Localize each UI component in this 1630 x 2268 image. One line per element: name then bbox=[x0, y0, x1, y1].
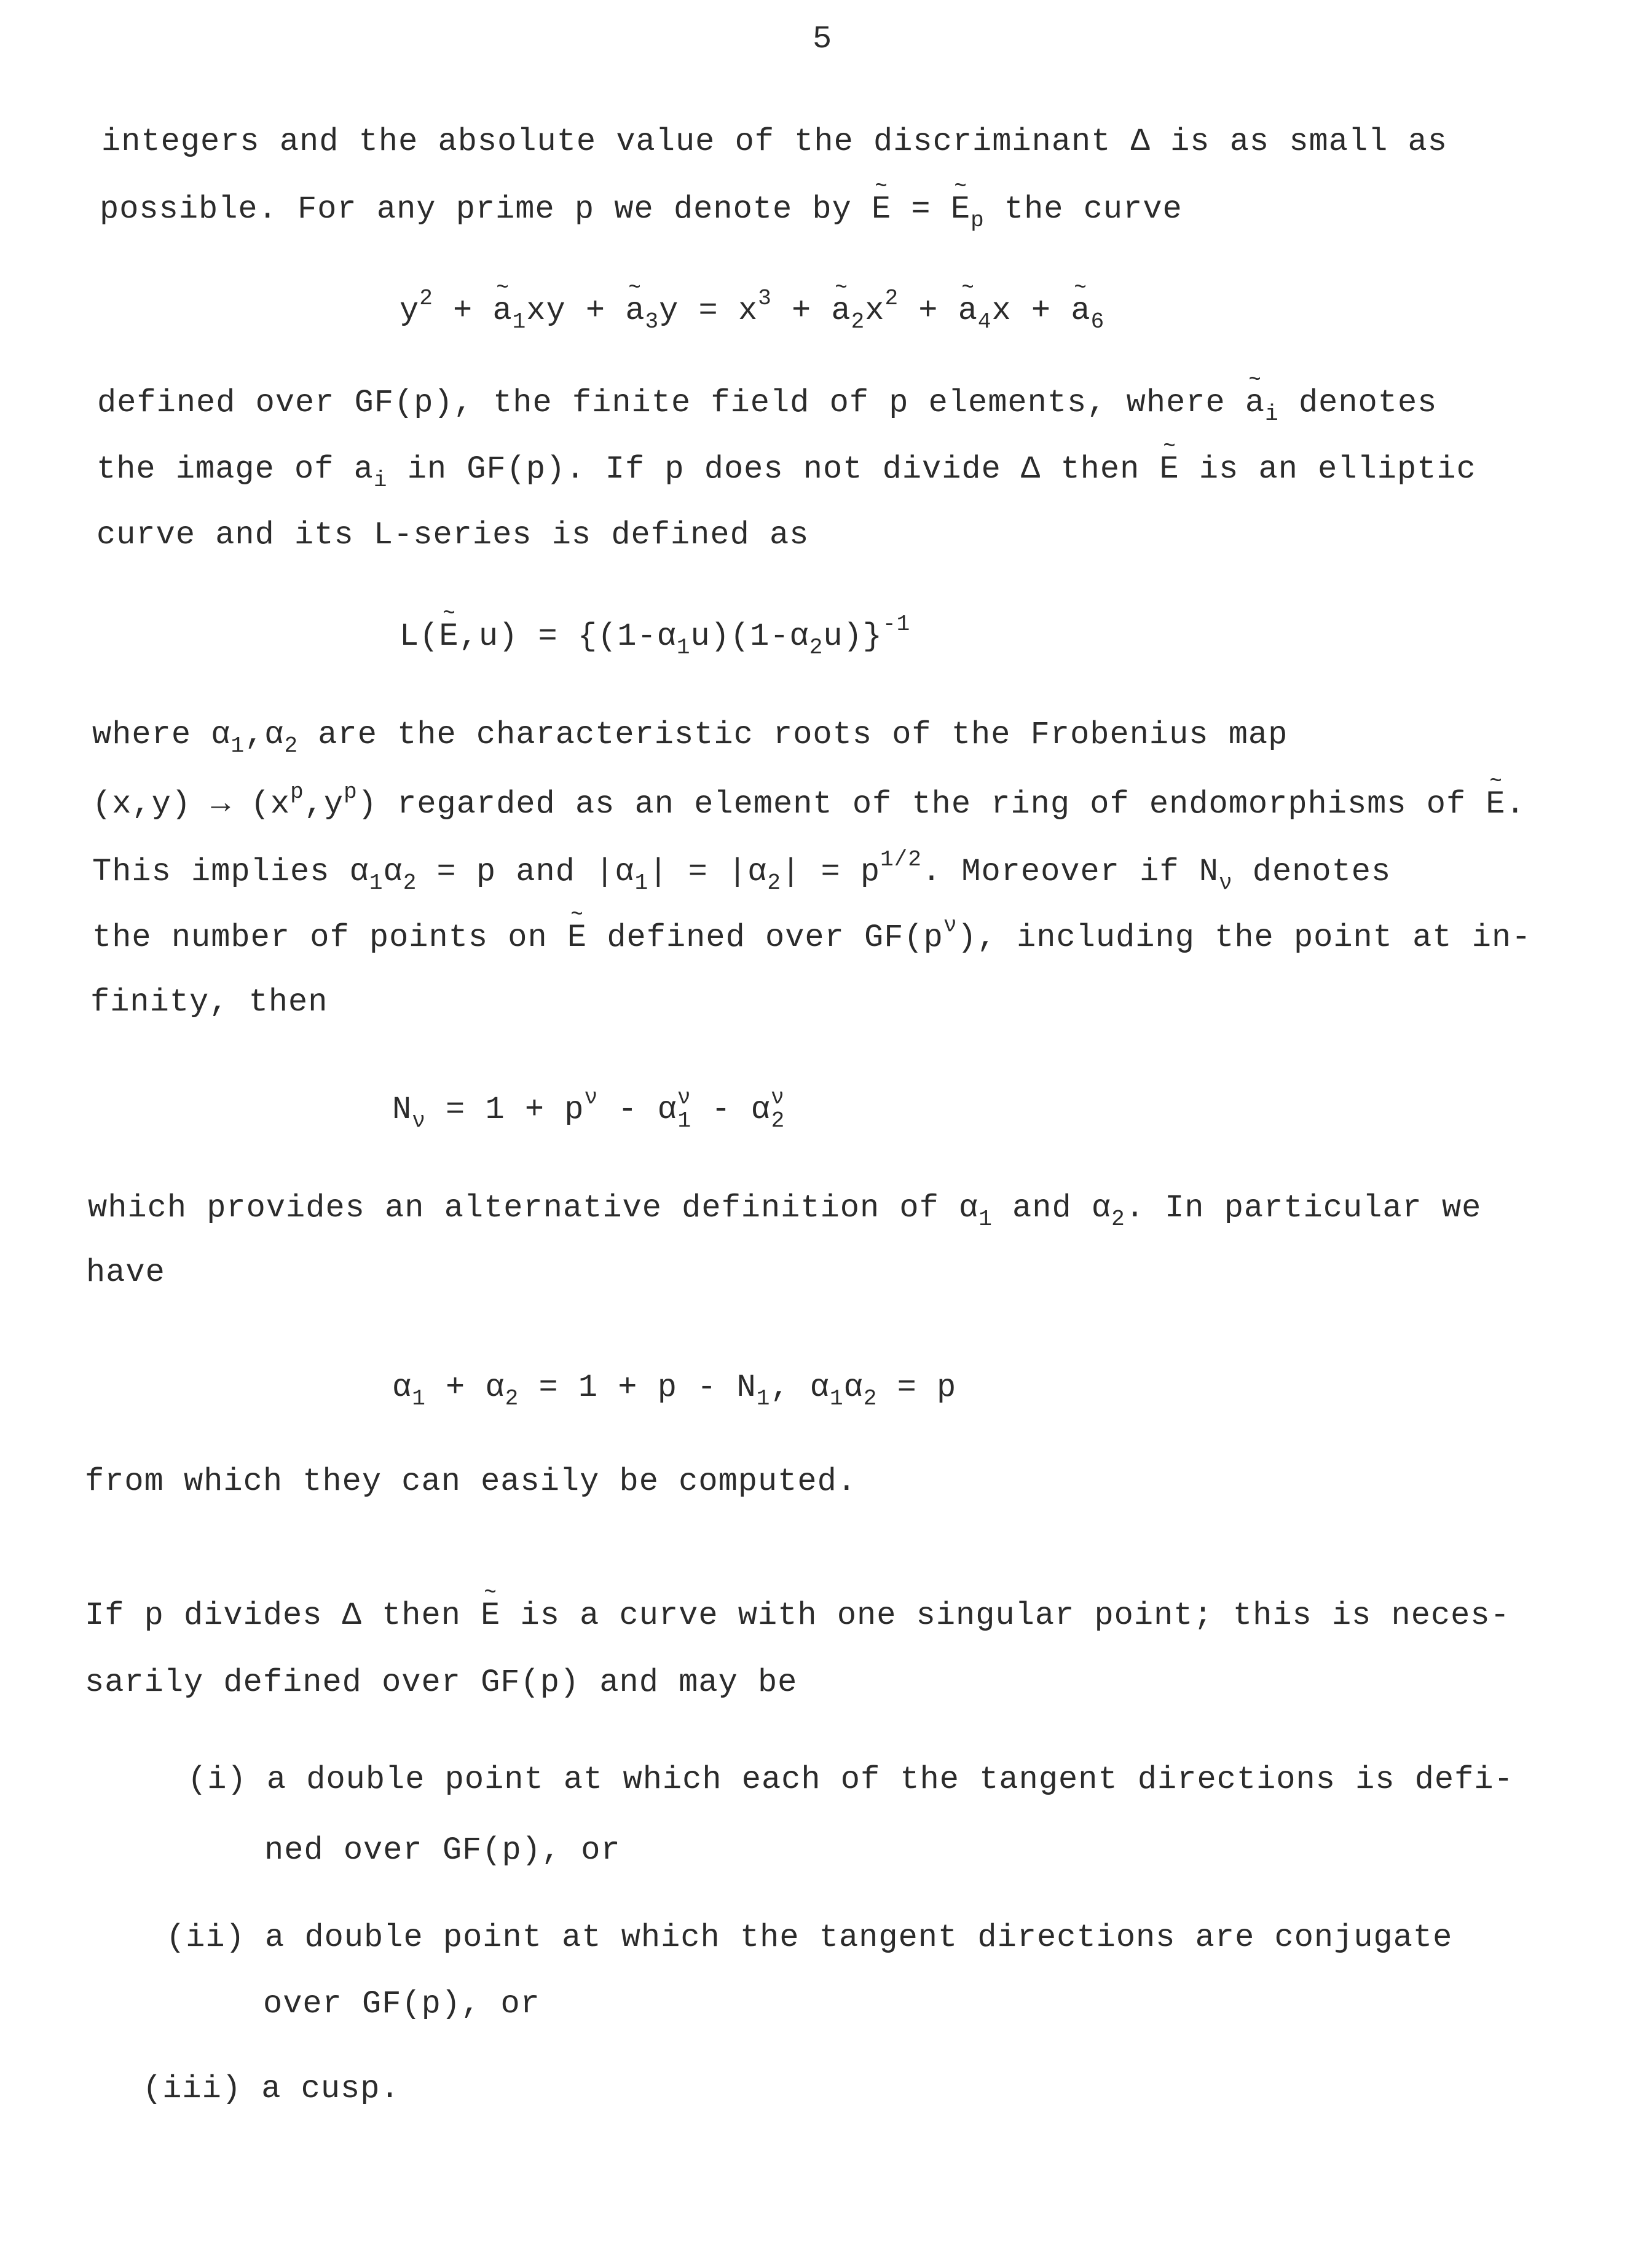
text-span: the image of a bbox=[96, 451, 374, 487]
e-tilde: ~ E bbox=[439, 621, 459, 653]
superscript: 3 bbox=[758, 286, 772, 311]
subscript: ν bbox=[1218, 870, 1233, 896]
delta-symbol: Δ bbox=[1130, 124, 1151, 160]
subscript: 2 bbox=[863, 1386, 878, 1411]
superscript: ν bbox=[770, 1085, 785, 1110]
list-label: (i) bbox=[187, 1762, 247, 1798]
text-span: = bbox=[891, 191, 951, 227]
equation-weierstrass bbox=[400, 286, 1105, 334]
text-span: the number of points on bbox=[92, 919, 567, 956]
eq-term: y bbox=[400, 293, 420, 329]
e-tilde: ~ E bbox=[1486, 789, 1505, 821]
equation-l-series bbox=[400, 612, 911, 660]
eq-term: = 1 + p bbox=[425, 1092, 585, 1128]
text-span: integers and the absolute value of the discriminant bbox=[101, 124, 1131, 160]
subscript: 2 bbox=[767, 870, 782, 896]
eq-term: u)(1-α bbox=[690, 618, 809, 655]
text-span: a double point at which the tangent directions are conjugate bbox=[245, 1920, 1453, 1956]
subscript: 1 bbox=[676, 635, 691, 660]
text-span: denotes bbox=[1232, 854, 1392, 890]
eq-term: N bbox=[392, 1092, 412, 1128]
text-span: is an elliptic bbox=[1179, 451, 1476, 487]
text-span: α bbox=[383, 854, 403, 890]
text-span: and α bbox=[992, 1190, 1112, 1226]
text-span: the curve bbox=[984, 191, 1183, 227]
eq-term: x bbox=[865, 293, 885, 329]
superscript: ν bbox=[943, 913, 958, 938]
equation-trace-norm bbox=[392, 1369, 957, 1411]
subscript: p bbox=[971, 208, 985, 233]
superscript: 1/2 bbox=[880, 847, 922, 872]
text-span: a double point at which each of the tangent directions is defi- bbox=[246, 1762, 1514, 1798]
text-span: ,α bbox=[245, 717, 285, 753]
e-tilde: ~ E bbox=[951, 194, 971, 226]
a-tilde: ~ a bbox=[1245, 387, 1265, 419]
superscript: 2 bbox=[419, 286, 433, 311]
text-span: (x,y) → (x bbox=[92, 786, 291, 822]
subscript: 2 bbox=[1111, 1207, 1125, 1232]
eq-term: y = x bbox=[659, 293, 758, 329]
eq-term: , α bbox=[770, 1369, 830, 1406]
e-tilde: ~ E bbox=[481, 1600, 500, 1632]
paragraph-3-line-4 bbox=[92, 913, 1532, 956]
paragraph-1-line-2 bbox=[100, 191, 1183, 233]
text-span: is a curve with one singular point; this is neces- bbox=[500, 1597, 1510, 1634]
eq-term: α bbox=[843, 1369, 864, 1406]
text-span: = p and |α bbox=[417, 854, 635, 890]
subscript: 4 bbox=[977, 309, 992, 334]
text-span: . In particular we bbox=[1125, 1190, 1482, 1226]
text-span: a cusp. bbox=[242, 2071, 400, 2107]
a-tilde: ~ a bbox=[958, 295, 978, 327]
paragraph-5-line-1: from which they can easily be computed. bbox=[85, 1463, 857, 1500]
text-span: defined over GF(p), the finite field of p elements, where bbox=[97, 385, 1245, 421]
paragraph-3-line-5: finity, then bbox=[90, 984, 328, 1020]
subscript: 1 bbox=[634, 870, 649, 896]
subscript: i bbox=[1265, 401, 1279, 427]
superscript: -1 bbox=[882, 612, 911, 637]
text-span: If p divides Δ then bbox=[85, 1597, 481, 1634]
subscript: 3 bbox=[645, 309, 659, 334]
text-span: defined over GF(p bbox=[587, 919, 943, 956]
text-span: are the characteristic roots of the Frobenius map bbox=[298, 717, 1288, 753]
eq-term: α bbox=[392, 1369, 412, 1406]
paragraph-4-line-2: have bbox=[86, 1254, 165, 1291]
text-span: ,y bbox=[304, 786, 344, 822]
paragraph-3-line-1 bbox=[92, 717, 1288, 758]
subscript: 1 bbox=[829, 1386, 844, 1411]
text-span: which provides an alternative definition of α bbox=[88, 1190, 979, 1226]
eq-term: xy + bbox=[526, 293, 626, 329]
eq-term: x + bbox=[991, 293, 1071, 329]
equation-point-count bbox=[392, 1085, 785, 1133]
eq-term: u)} bbox=[823, 618, 883, 655]
a-tilde: ~ a bbox=[625, 295, 645, 327]
paragraph-1-line-1 bbox=[101, 126, 1447, 158]
paragraph-6-line-1 bbox=[85, 1597, 1510, 1634]
eq-term: + bbox=[899, 293, 958, 329]
list-item-iii-line-1 bbox=[143, 2073, 400, 2105]
a-tilde: ~ a bbox=[1071, 295, 1090, 327]
text-span: ) regarded as an element of the ring of endomorphisms of bbox=[357, 786, 1486, 822]
subscript: 1 bbox=[756, 1386, 771, 1411]
e-tilde: ~ E bbox=[1159, 454, 1179, 486]
subscript: 2 bbox=[771, 1108, 785, 1133]
list-item-ii-line-1 bbox=[166, 1922, 1452, 1954]
subscript: 1 bbox=[412, 1386, 426, 1411]
list-item-i-line-1 bbox=[187, 1764, 1514, 1796]
list-item-ii-line-2: over GF(p), or bbox=[263, 1986, 540, 2022]
list-label: (iii) bbox=[143, 2071, 242, 2107]
list-item-i-line-2: ned over GF(p), or bbox=[264, 1832, 621, 1868]
eq-term: = 1 + p - N bbox=[519, 1369, 757, 1406]
subscript: ν bbox=[412, 1108, 426, 1133]
paragraph-2-line-3: curve and its L-series is defined as bbox=[96, 517, 809, 553]
text-span: . bbox=[1505, 786, 1526, 822]
text-span: is as small as bbox=[1150, 124, 1447, 160]
a-tilde: ~ a bbox=[492, 295, 512, 327]
superscript: p bbox=[344, 779, 358, 805]
text-span: where α bbox=[92, 717, 231, 753]
subscript: 1 bbox=[978, 1207, 993, 1232]
subscript: 2 bbox=[284, 733, 299, 758]
text-span: ), including the point at in- bbox=[957, 919, 1532, 956]
superscript: ν bbox=[584, 1085, 599, 1110]
subscript: 2 bbox=[851, 309, 865, 334]
paragraph-2-line-1 bbox=[97, 385, 1438, 427]
subscript: 1 bbox=[230, 733, 245, 758]
e-tilde: ~ E bbox=[567, 922, 587, 954]
eq-term: ,u) = {(1-α bbox=[459, 618, 677, 655]
superscript: ν bbox=[677, 1085, 691, 1110]
subscript: i bbox=[373, 468, 388, 493]
eq-term: + bbox=[433, 293, 493, 329]
eq-term: - α bbox=[598, 1092, 677, 1128]
text-span: denotes bbox=[1278, 385, 1438, 421]
text-span: possible. For any prime p we denote by bbox=[100, 191, 872, 227]
subscript: 6 bbox=[1090, 309, 1105, 334]
text-span: | = p bbox=[781, 854, 881, 890]
subscript: 1 bbox=[677, 1108, 692, 1133]
subscript: 2 bbox=[809, 635, 824, 660]
eq-term: - α bbox=[691, 1092, 771, 1128]
e-tilde: ~ E bbox=[872, 194, 891, 226]
subscript: 1 bbox=[369, 870, 384, 896]
subscript: 2 bbox=[505, 1386, 519, 1411]
paragraph-3-line-3 bbox=[92, 847, 1392, 896]
eq-term: = p bbox=[877, 1369, 957, 1406]
superscript: p bbox=[290, 779, 304, 805]
superscript: 2 bbox=[884, 286, 899, 311]
text-span: in GF(p). If p does not divide Δ then bbox=[387, 451, 1160, 487]
paragraph-3-line-2 bbox=[92, 779, 1526, 822]
text-span: . Moreover if N bbox=[921, 854, 1219, 890]
list-label: (ii) bbox=[166, 1920, 245, 1956]
paragraph-2-line-2 bbox=[96, 451, 1476, 493]
eq-term: + bbox=[771, 293, 832, 329]
text-span: | = |α bbox=[648, 854, 768, 890]
subscript: 2 bbox=[403, 870, 417, 896]
a-tilde: ~ a bbox=[831, 295, 851, 327]
subscript: 1 bbox=[512, 309, 527, 334]
paragraph-6-line-2: sarily defined over GF(p) and may be bbox=[85, 1664, 798, 1701]
paragraph-4-line-1 bbox=[88, 1190, 1482, 1232]
text-span: This implies α bbox=[92, 854, 369, 890]
eq-term: + α bbox=[425, 1369, 505, 1406]
page-number: 5 bbox=[813, 21, 833, 57]
eq-term: L( bbox=[400, 618, 439, 655]
